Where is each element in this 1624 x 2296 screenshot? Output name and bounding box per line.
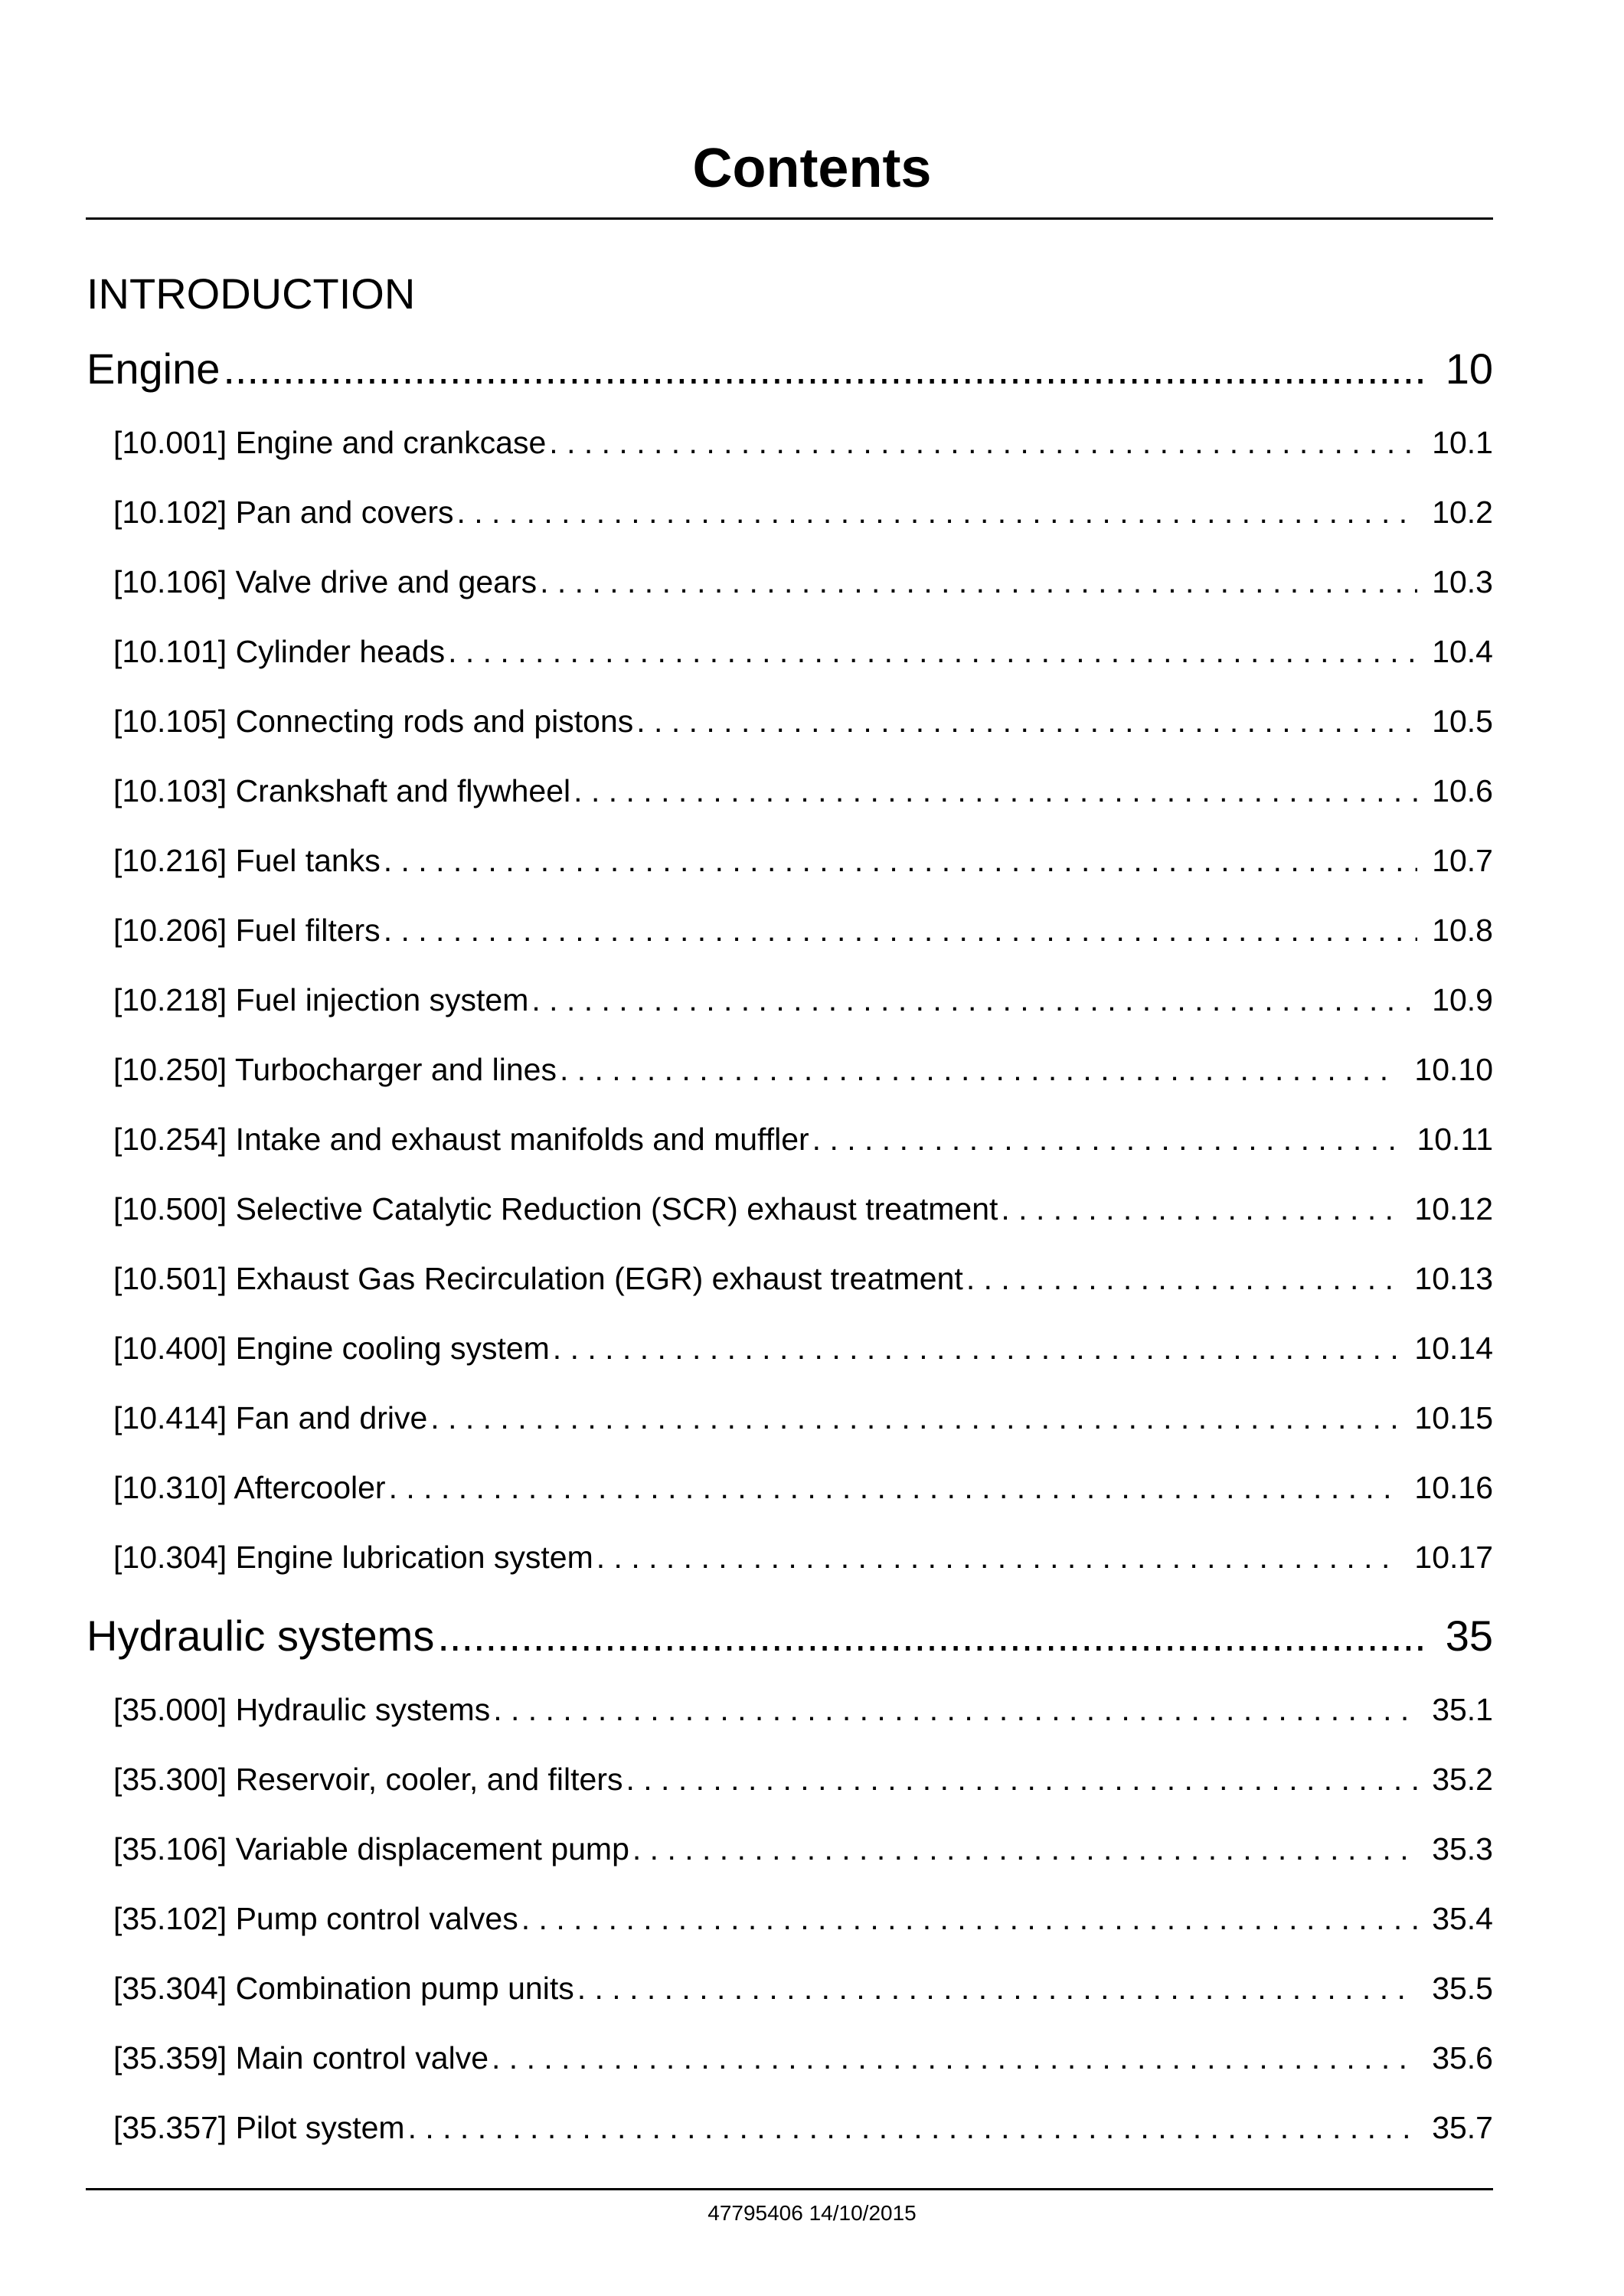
toc-entry[interactable] (113, 632, 1493, 671)
header-divider (86, 217, 1493, 220)
entry-page-number: 10.1 (1432, 425, 1493, 460)
toc-entry[interactable] (113, 1830, 1493, 1868)
dot-leader (531, 981, 1417, 1019)
toc-entry[interactable] (113, 1399, 1493, 1437)
entry-title: [10.001] Engine and crankcase (113, 425, 547, 460)
entry-title: [10.103] Crankshaft and flywheel (113, 773, 571, 808)
entry-title: [10.500] Selective Catalytic Reduction (SCR) exhaust treatment (113, 1191, 998, 1226)
entry-page-number: 35.7 (1432, 2110, 1493, 2145)
section-page-number: 35 (1445, 1612, 1493, 1660)
entry-page-number: 10.6 (1432, 773, 1493, 808)
dot-leader (448, 632, 1417, 671)
section-title: Hydraulic systems (87, 1612, 435, 1660)
entry-title: [35.300] Reservoir, cooler, and filters (113, 1762, 623, 1797)
entry-title: [10.254] Intake and exhaust manifolds and muffler (113, 1122, 809, 1157)
dot-leader (521, 1899, 1417, 1938)
dot-leader (389, 1468, 1398, 1507)
dot-leader (408, 2108, 1417, 2147)
entry-page-number: 10.2 (1432, 495, 1493, 530)
toc-entry[interactable] (113, 2039, 1493, 2077)
toc-entry[interactable] (113, 1538, 1493, 1576)
entry-title: [35.000] Hydraulic systems (113, 1692, 491, 1727)
entry-title: [10.400] Engine cooling system (113, 1331, 550, 1366)
entry-title: [35.304] Combination pump units (113, 1971, 574, 2006)
entry-title: [35.359] Main control valve (113, 2040, 489, 2076)
entry-title: [10.102] Pan and covers (113, 495, 454, 530)
dot-leader (553, 1329, 1398, 1367)
entry-page-number: 10.14 (1414, 1331, 1493, 1366)
entry-title: [10.250] Turbocharger and lines (113, 1052, 557, 1087)
toc-entry[interactable] (113, 1969, 1493, 2007)
toc-entry[interactable] (113, 493, 1493, 531)
toc-entry[interactable] (113, 1050, 1493, 1089)
dot-leader (540, 563, 1417, 601)
toc-entry[interactable] (113, 1690, 1493, 1729)
entry-title: [10.304] Engine lubrication system (113, 1540, 593, 1575)
dot-leader (384, 911, 1417, 949)
entry-page-number: 35.1 (1432, 1692, 1493, 1727)
introduction-heading[interactable]: INTRODUCTION (87, 269, 416, 318)
toc-entry[interactable] (113, 1120, 1493, 1158)
entry-page-number: 10.8 (1432, 913, 1493, 948)
toc-entry[interactable] (113, 1329, 1493, 1367)
entry-page-number: 10.15 (1414, 1400, 1493, 1435)
dot-leader (1001, 1190, 1398, 1228)
toc-entry[interactable] (113, 423, 1493, 462)
footer-document-id: 47795406 14/10/2015 (707, 2201, 917, 2225)
toc-section-engine[interactable] (87, 345, 1493, 394)
entry-page-number: 10.5 (1432, 704, 1493, 739)
entry-page-number: 35.4 (1432, 1901, 1493, 1936)
toc-section-hydraulic-systems[interactable] (87, 1612, 1493, 1661)
entry-page-number: 10.3 (1432, 564, 1493, 599)
entry-page-number: 10.17 (1414, 1540, 1493, 1575)
dot-leader (636, 702, 1417, 740)
entry-title: [10.216] Fuel tanks (113, 843, 381, 878)
entry-title: [10.501] Exhaust Gas Recirculation (EGR) exhaust treatment (113, 1261, 963, 1296)
entry-title: [10.310] Aftercooler (113, 1470, 386, 1505)
entry-page-number: 10.13 (1414, 1261, 1493, 1296)
toc-entry[interactable] (113, 1760, 1493, 1798)
page-title: Contents (692, 138, 932, 199)
entry-page-number: 10.4 (1432, 634, 1493, 669)
toc-entry[interactable] (113, 1259, 1493, 1298)
entry-page-number: 10.10 (1414, 1052, 1493, 1087)
toc-entry[interactable] (113, 1190, 1493, 1228)
section-page-number: 10 (1445, 345, 1493, 393)
entry-title: [10.106] Valve drive and gears (113, 564, 538, 599)
entry-page-number: 10.12 (1414, 1191, 1493, 1226)
entry-page-number: 35.5 (1432, 1971, 1493, 2006)
dot-leader (384, 841, 1417, 880)
toc-entry[interactable] (113, 2108, 1493, 2147)
section-title: Engine (87, 345, 221, 393)
toc-entry[interactable] (113, 1899, 1493, 1938)
entry-title: [10.206] Fuel filters (113, 913, 381, 948)
entry-page-number: 10.7 (1432, 843, 1493, 878)
entry-page-number: 35.3 (1432, 1831, 1493, 1867)
dot-leader (596, 1538, 1398, 1576)
dot-leader (223, 345, 1423, 394)
entry-page-number: 35.6 (1432, 2040, 1493, 2076)
dot-leader (492, 2039, 1417, 2077)
dot-leader (549, 423, 1417, 462)
dot-leader (966, 1259, 1398, 1298)
toc-entry[interactable] (113, 772, 1493, 810)
entry-title: [35.106] Variable displacement pump (113, 1831, 629, 1867)
toc-entry[interactable] (113, 702, 1493, 740)
dot-leader (632, 1830, 1417, 1868)
entry-title: [35.102] Pump control valves (113, 1901, 518, 1936)
entry-page-number: 10.11 (1417, 1122, 1493, 1157)
dot-leader (577, 1969, 1417, 2007)
entry-title: [35.357] Pilot system (113, 2110, 405, 2145)
toc-entry[interactable] (113, 563, 1493, 601)
entry-title: [10.101] Cylinder heads (113, 634, 446, 669)
entry-page-number: 10.9 (1432, 982, 1493, 1017)
dot-leader (560, 1050, 1398, 1089)
entry-title: [10.414] Fan and drive (113, 1400, 428, 1435)
dot-leader (437, 1612, 1423, 1661)
toc-entry[interactable] (113, 911, 1493, 949)
dot-leader (573, 772, 1417, 810)
entry-page-number: 10.16 (1414, 1470, 1493, 1505)
toc-entry[interactable] (113, 1468, 1493, 1507)
entry-page-number: 35.2 (1432, 1762, 1493, 1797)
footer-divider (86, 2188, 1493, 2190)
dot-leader (626, 1760, 1417, 1798)
entry-title: [10.105] Connecting rods and pistons (113, 704, 634, 739)
dot-leader (493, 1690, 1417, 1729)
dot-leader (812, 1120, 1398, 1158)
toc-entry[interactable] (113, 981, 1493, 1019)
toc-entry[interactable] (113, 841, 1493, 880)
dot-leader (456, 493, 1417, 531)
dot-leader (430, 1399, 1398, 1437)
entry-title: [10.218] Fuel injection system (113, 982, 529, 1017)
